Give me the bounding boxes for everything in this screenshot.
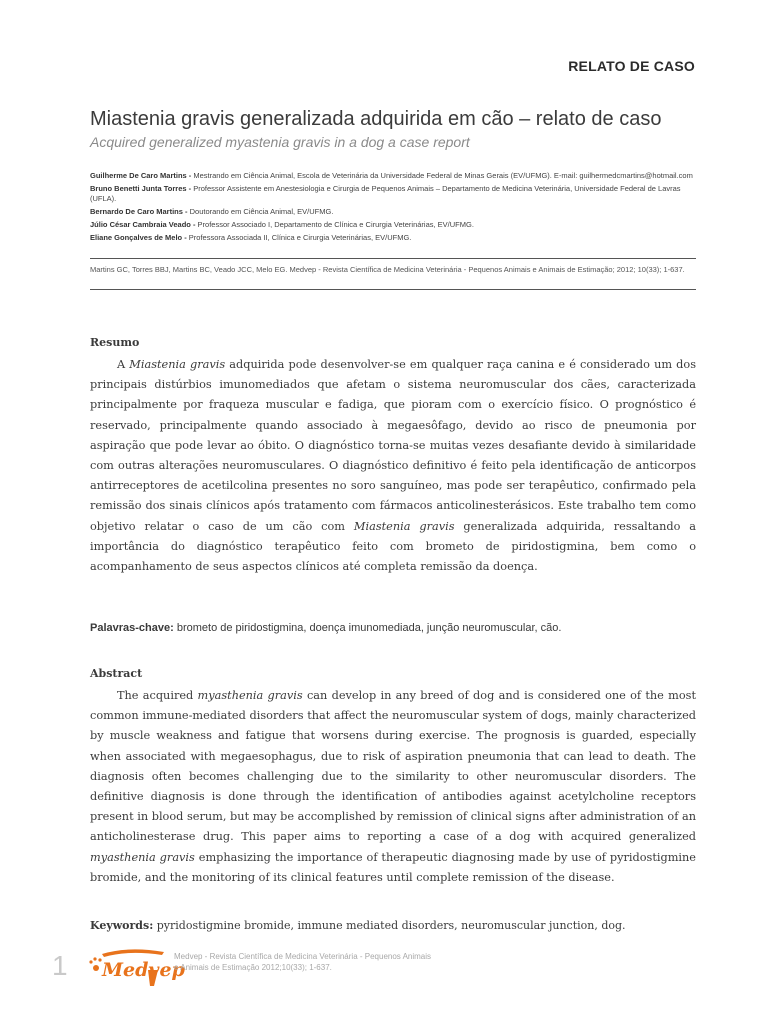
author-item (90, 207, 696, 217)
medvep-logo (88, 946, 185, 992)
author-affiliation: Professor Associado I, Departamento de Clínica e Cirurgia Veterinárias, EV/UFMG. (195, 220, 474, 229)
author-name: Júlio César Cambraia Veado - (90, 220, 196, 229)
author-affiliation: Professor Assistente em Anestesiologia e Cirurgia de Pequenos Animais – Departamento de Medicina Veterinária, Universidade Federal de Lavras (UFLA). (90, 184, 681, 203)
author-name: Bruno Benetti Junta Torres - (90, 184, 192, 193)
footer-citation (174, 951, 494, 973)
italic-term: myasthenia gravis (90, 850, 195, 864)
author-item (90, 220, 696, 230)
author-item (90, 233, 696, 243)
italic-term: myasthenia gravis (197, 689, 303, 702)
author-name: Guilherme De Caro Martins - (90, 171, 192, 180)
section-label: RELATO DE CASO (568, 58, 695, 74)
keywords-label: Keywords: (90, 919, 154, 932)
author-affiliation: Doutorando em Ciência Animal, EV/UFMG. (187, 207, 334, 216)
footer-line-1: Medvep - Revista Científica de Medicina Veterinária - Pequenos Animais (174, 952, 432, 961)
italic-term: Miastenia gravis (353, 519, 455, 533)
italic-term: Miastenia gravis (129, 358, 226, 371)
divider-bottom (90, 289, 696, 290)
abstract-text: The acquired myasthenia gravis can develop in any breed of dog and is considered one of the most common immune-mediated disorders that affect the neuromuscular system of dogs, mainly characterized by muscle weakness and fatigue that worsens during exercise. The prognosis is guarded, especially when associated with megaesophagus, due to risk of aspiration pneumonia that can lead to death. The diagnosis often becomes challenging due to the similarity to other neuromuscular disorders. The definitive diagnosis is done through the identification of antibodies against acetylcholine receptors present in blood serum, but may be accomplished by remission of clinical signs after administration of an anticholinesterase drug. This paper aims to reporting a case of a dog with acquired generalized myasthenia gravis emphasizing the importance of therapeutic diagnosing made by use of pyridostigmine bromide, and the monitoring of its clinical features until complete remission of the disease. (90, 689, 696, 884)
author-name: Eliane Gonçalves de Melo - (90, 233, 187, 242)
author-affiliation: Mestrando em Ciência Animal, Escola de Veterinária da Universidade Federal de Minas Gerais (EV/UFMG). E-mail: guilhermedcmartins@hotmail.com (191, 171, 693, 180)
citation: Martins GC, Torres BBJ, Martins BC, Veado JCC, Melo EG. Medvep - Revista Científica de Medicina Veterinária - Pequenos Animais e Animais de Estimação; 2012; 10(33); 1-637. (90, 265, 685, 274)
author-item (90, 184, 696, 204)
palavras-chave-value: brometo de piridostigmina, doença imunomediada, junção neuromuscular, cão. (173, 622, 562, 634)
page-number: 1 (52, 950, 68, 981)
footer-line-2: e Animais de Estimação 2012;10(33); 1-637. (174, 963, 332, 972)
keywords (90, 919, 696, 932)
keywords-value: pyridostigmine bromide, immune mediated disorders, neuromuscular junction, dog. (153, 919, 626, 932)
divider-top (90, 258, 696, 259)
article-subtitle: Acquired generalized myastenia gravis in a dog a case report (90, 134, 470, 150)
palavras-chave (90, 621, 696, 634)
resumo-text: A Miastenia gravis adquirida pode desenvolver-se em qualquer raça canina e é considerado um dos principais distúrbios imunomediados que afetam o sistema neuromuscular dos cães, caracterizada principalmente por fraqueza muscular e fadiga, que pioram com o exercício físico. O prognóstico é reservado, principalmente quando associado à megaesôfago, devido ao risco de pneumonia por aspiração que pode levar ao óbito. O diagnóstico torna-se muitas vezes desafiante devido à similaridade com outras alterações neuromusculares. O diagnóstico definitivo é feito pela identificação de anticorpos antirreceptores de acetilcolina presentes no soro sanguíneo, mas pode ser terapêutico, confirmado pela remissão dos sinais clínicos após tratamento com fármacos anticolinesterásicos. Este trabalho tem como objetivo relatar o caso de um cão com Miastenia gravis generalizada adquirida, ressaltando a importância do diagnóstico terapêutico feito com brometo de piridostigmina, bem como o acompanhamento de seus aspectos clínicos até completa remissão da doença. (90, 358, 697, 574)
article-title: Miastenia gravis generalizada adquirida em cão – relato de caso (90, 108, 662, 130)
logo-lettering: Medvep (102, 959, 185, 981)
abstract-heading: Abstract (90, 667, 143, 680)
palavras-chave-label: Palavras-chave: (90, 622, 174, 634)
author-name: Bernardo De Caro Martins - (90, 207, 188, 216)
author-list (90, 171, 696, 246)
resumo-heading: Resumo (90, 336, 140, 349)
author-affiliation: Professora Associada II, Clínica e Cirurgia Veterinárias, EV/UFMG. (186, 233, 412, 242)
author-item (90, 171, 696, 181)
